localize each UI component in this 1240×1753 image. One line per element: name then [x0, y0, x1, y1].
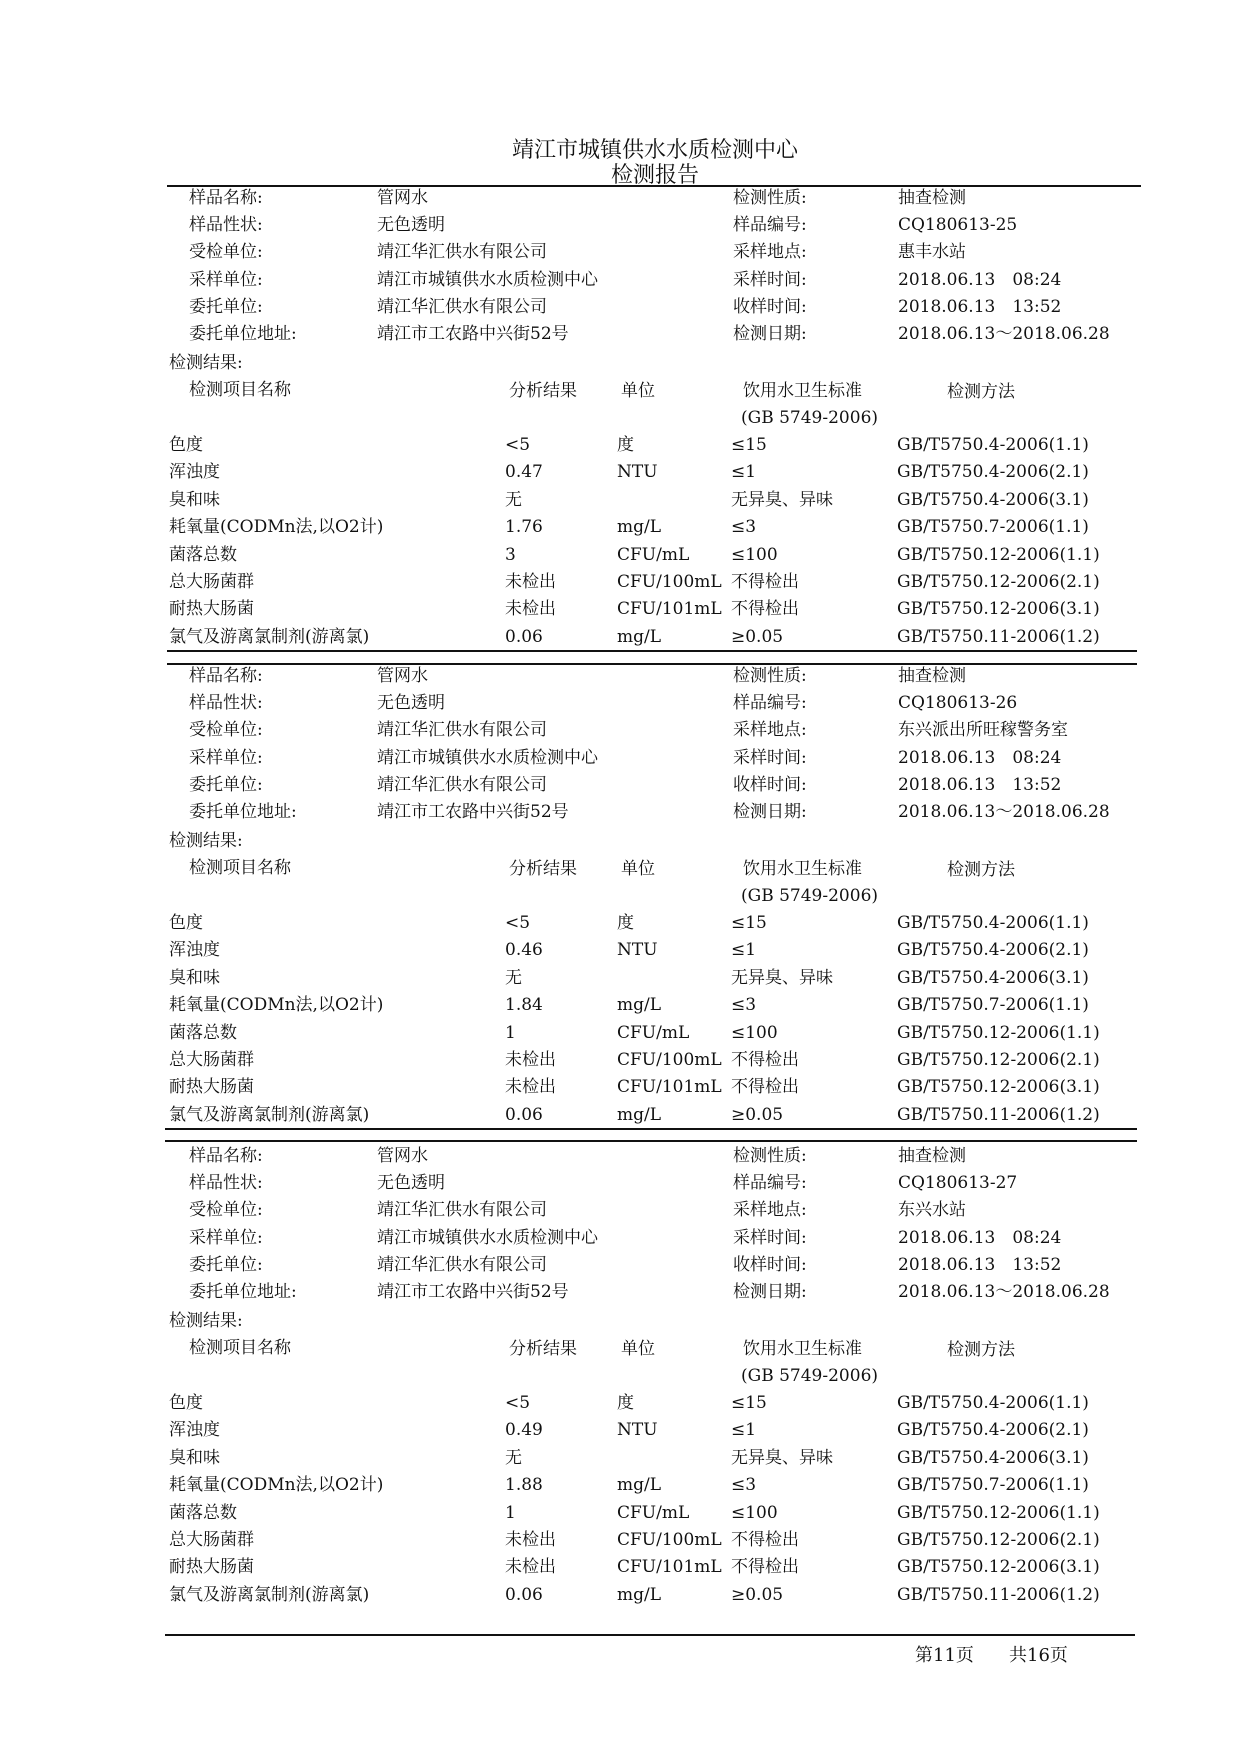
row-standard: ≤15 — [731, 435, 767, 455]
header-method: 检测方法 — [947, 1340, 1015, 1360]
row-result: 0.06 — [505, 627, 543, 647]
info-label-right: 采样时间: — [733, 1228, 807, 1248]
info-value-right: 2018.06.13 08:24 — [898, 1228, 1062, 1248]
row-item: 耗氧量(CODMn法,以O2计) — [169, 517, 384, 537]
info-value-left: 靖江市城镇供水水质检测中心 — [377, 748, 598, 768]
results-label: 检测结果: — [169, 831, 243, 851]
info-value-left: 靖江市城镇供水水质检测中心 — [377, 270, 598, 290]
row-result: 0.06 — [505, 1585, 543, 1605]
info-value-right: 抽查检测 — [898, 1146, 966, 1166]
info-label-left: 委托单位: — [189, 1255, 263, 1275]
row-result: 无 — [505, 968, 522, 988]
results-label: 检测结果: — [169, 1311, 243, 1331]
section-1-rule-a — [167, 650, 1137, 652]
row-method: GB/T5750.12-2006(2.1) — [897, 1530, 1100, 1550]
row-method: GB/T5750.12-2006(3.1) — [897, 1557, 1100, 1577]
row-standard: 不得检出 — [731, 572, 799, 592]
row-unit: 度 — [617, 913, 634, 933]
row-result: 未检出 — [505, 1557, 556, 1577]
row-method: GB/T5750.7-2006(1.1) — [897, 1475, 1089, 1495]
section-1-rule-b — [167, 663, 1137, 665]
row-unit: mg/L — [617, 627, 662, 647]
info-label-right: 收样时间: — [733, 775, 807, 795]
row-standard: 不得检出 — [731, 1077, 799, 1097]
row-unit: CFU/mL — [617, 545, 690, 565]
info-label-right: 采样时间: — [733, 270, 807, 290]
info-label-right: 采样地点: — [733, 720, 807, 740]
row-method: GB/T5750.4-2006(3.1) — [897, 968, 1089, 988]
info-label-left: 委托单位: — [189, 775, 263, 795]
row-unit: 度 — [617, 1393, 634, 1413]
row-result: <5 — [505, 435, 531, 455]
info-label-right: 采样地点: — [733, 1200, 807, 1220]
row-standard: ≥0.05 — [731, 1105, 784, 1125]
section-2-rule-a — [165, 1128, 1137, 1130]
info-value-right: 2018.06.13 08:24 — [898, 748, 1062, 768]
section-2-rule-b — [165, 1140, 1137, 1142]
row-method: GB/T5750.12-2006(3.1) — [897, 1077, 1100, 1097]
info-value-right: CQ180613-25 — [898, 215, 1018, 235]
info-value-left: 靖江华汇供水有限公司 — [377, 242, 547, 262]
info-value-right: 2018.06.13 08:24 — [898, 270, 1062, 290]
info-value-right: 2018.06.13 13:52 — [898, 775, 1062, 795]
row-method: GB/T5750.4-2006(1.1) — [897, 435, 1089, 455]
info-label-right: 检测性质: — [733, 1146, 807, 1166]
row-result: 1 — [505, 1503, 516, 1523]
row-result: 0.49 — [505, 1420, 543, 1440]
header-standard-code: (GB 5749-2006) — [741, 1366, 879, 1386]
header-method: 检测方法 — [947, 860, 1015, 880]
row-item: 菌落总数 — [169, 1023, 237, 1043]
row-item: 总大肠菌群 — [169, 572, 254, 592]
info-value-left: 管网水 — [377, 1146, 428, 1166]
row-item: 氯气及游离氯制剂(游离氯) — [169, 627, 370, 647]
row-method: GB/T5750.12-2006(1.1) — [897, 1023, 1100, 1043]
row-standard: 不得检出 — [731, 1530, 799, 1550]
row-standard: 无异臭、异味 — [731, 968, 833, 988]
row-method: GB/T5750.4-2006(2.1) — [897, 1420, 1089, 1440]
row-item: 色度 — [169, 1393, 203, 1413]
info-label-right: 检测性质: — [733, 666, 807, 686]
header-result: 分析结果 — [509, 859, 577, 879]
row-standard: 不得检出 — [731, 1050, 799, 1070]
row-method: GB/T5750.7-2006(1.1) — [897, 517, 1089, 537]
row-method: GB/T5750.12-2006(2.1) — [897, 1050, 1100, 1070]
row-result: <5 — [505, 1393, 531, 1413]
info-value-right: 2018.06.13～2018.06.28 — [898, 324, 1110, 344]
report-title: 检测报告 — [610, 163, 699, 188]
row-unit: CFU/100mL — [617, 1050, 722, 1070]
row-standard: ≤3 — [731, 1475, 757, 1495]
row-method: GB/T5750.12-2006(1.1) — [897, 1503, 1100, 1523]
row-result: 1.76 — [505, 517, 543, 537]
row-method: GB/T5750.11-2006(1.2) — [897, 1105, 1100, 1125]
row-unit: CFU/101mL — [617, 1557, 722, 1577]
info-label-left: 样品性状: — [189, 215, 263, 235]
results-label: 检测结果: — [169, 353, 243, 373]
info-label-right: 样品编号: — [733, 693, 807, 713]
info-label-left: 样品性状: — [189, 1173, 263, 1193]
row-unit: mg/L — [617, 1585, 662, 1605]
row-method: GB/T5750.4-2006(2.1) — [897, 940, 1089, 960]
info-label-right: 收样时间: — [733, 297, 807, 317]
row-item: 臭和味 — [169, 1448, 220, 1468]
header-standard: 饮用水卫生标准 — [743, 381, 862, 401]
row-item: 色度 — [169, 435, 203, 455]
row-result: 3 — [505, 545, 516, 565]
info-label-left: 受检单位: — [189, 720, 263, 740]
header-item: 检测项目名称 — [189, 380, 291, 400]
header-result: 分析结果 — [509, 1339, 577, 1359]
info-value-right: 2018.06.13 13:52 — [898, 297, 1062, 317]
row-result: 未检出 — [505, 1530, 556, 1550]
row-result: 无 — [505, 490, 522, 510]
info-value-left: 无色透明 — [377, 693, 445, 713]
row-standard: ≤1 — [731, 940, 757, 960]
row-item: 菌落总数 — [169, 545, 237, 565]
info-label-right: 检测日期: — [733, 802, 807, 822]
row-method: GB/T5750.12-2006(1.1) — [897, 545, 1100, 565]
info-value-left: 靖江华汇供水有限公司 — [377, 775, 547, 795]
info-value-right: 抽查检测 — [898, 188, 966, 208]
row-standard: ≤100 — [731, 1503, 778, 1523]
row-method: GB/T5750.4-2006(1.1) — [897, 913, 1089, 933]
row-item: 耗氧量(CODMn法,以O2计) — [169, 1475, 384, 1495]
row-unit: NTU — [617, 462, 658, 482]
page-number: 第11页 — [915, 1645, 974, 1666]
row-item: 耗氧量(CODMn法,以O2计) — [169, 995, 384, 1015]
row-item: 浑浊度 — [169, 462, 220, 482]
info-label-right: 样品编号: — [733, 215, 807, 235]
info-label-left: 样品名称: — [189, 188, 263, 208]
row-result: 0.47 — [505, 462, 543, 482]
row-method: GB/T5750.11-2006(1.2) — [897, 1585, 1100, 1605]
row-standard: ≤3 — [731, 517, 757, 537]
info-value-left: 靖江市工农路中兴街52号 — [377, 324, 569, 344]
info-value-left: 无色透明 — [377, 1173, 445, 1193]
header-method: 检测方法 — [947, 382, 1015, 402]
header-unit: 单位 — [621, 1339, 655, 1359]
info-value-left: 无色透明 — [377, 215, 445, 235]
header-standard: 饮用水卫生标准 — [743, 859, 862, 879]
info-label-right: 采样地点: — [733, 242, 807, 262]
row-standard: ≤1 — [731, 1420, 757, 1440]
row-item: 色度 — [169, 913, 203, 933]
info-value-left: 靖江华汇供水有限公司 — [377, 720, 547, 740]
row-unit: CFU/mL — [617, 1023, 690, 1043]
row-item: 耐热大肠菌 — [169, 599, 254, 619]
info-value-left: 靖江华汇供水有限公司 — [377, 297, 547, 317]
row-standard: ≥0.05 — [731, 627, 784, 647]
top-rule — [167, 185, 1141, 187]
row-method: GB/T5750.4-2006(2.1) — [897, 462, 1089, 482]
row-standard: 不得检出 — [731, 1557, 799, 1577]
row-standard: 无异臭、异味 — [731, 490, 833, 510]
info-label-right: 检测日期: — [733, 1282, 807, 1302]
header-unit: 单位 — [621, 381, 655, 401]
row-item: 菌落总数 — [169, 1503, 237, 1523]
header-standard-code: (GB 5749-2006) — [741, 408, 879, 428]
info-value-left: 靖江华汇供水有限公司 — [377, 1200, 547, 1220]
info-value-left: 管网水 — [377, 666, 428, 686]
row-unit: NTU — [617, 940, 658, 960]
page-total: 共16页 — [1009, 1645, 1068, 1666]
row-result: 0.06 — [505, 1105, 543, 1125]
info-value-right: 2018.06.13～2018.06.28 — [898, 802, 1110, 822]
row-unit: mg/L — [617, 517, 662, 537]
info-label-left: 受检单位: — [189, 1200, 263, 1220]
info-label-left: 样品性状: — [189, 693, 263, 713]
row-standard: 无异臭、异味 — [731, 1448, 833, 1468]
row-method: GB/T5750.11-2006(1.2) — [897, 627, 1100, 647]
row-unit: NTU — [617, 1420, 658, 1440]
info-value-right: 抽查检测 — [898, 666, 966, 686]
row-result: 未检出 — [505, 599, 556, 619]
row-standard: ≤100 — [731, 1023, 778, 1043]
info-label-left: 采样单位: — [189, 270, 263, 290]
row-result: 1.84 — [505, 995, 543, 1015]
row-standard: 不得检出 — [731, 599, 799, 619]
info-label-left: 委托单位地址: — [189, 324, 297, 344]
row-standard: ≤3 — [731, 995, 757, 1015]
info-label-right: 收样时间: — [733, 1255, 807, 1275]
row-unit: mg/L — [617, 1475, 662, 1495]
row-unit: CFU/mL — [617, 1503, 690, 1523]
header-result: 分析结果 — [509, 381, 577, 401]
info-label-left: 委托单位: — [189, 297, 263, 317]
info-label-left: 样品名称: — [189, 1146, 263, 1166]
bottom-rule — [165, 1634, 1135, 1636]
row-standard: ≤100 — [731, 545, 778, 565]
info-value-left: 靖江市工农路中兴街52号 — [377, 1282, 569, 1302]
info-label-left: 样品名称: — [189, 666, 263, 686]
info-value-right: 东兴派出所旺稼警务室 — [898, 720, 1068, 740]
info-label-right: 采样时间: — [733, 748, 807, 768]
header-standard: 饮用水卫生标准 — [743, 1339, 862, 1359]
row-unit: mg/L — [617, 1105, 662, 1125]
row-item: 总大肠菌群 — [169, 1050, 254, 1070]
row-unit: CFU/101mL — [617, 1077, 722, 1097]
row-result: 未检出 — [505, 1077, 556, 1097]
row-item: 总大肠菌群 — [169, 1530, 254, 1550]
info-value-left: 靖江华汇供水有限公司 — [377, 1255, 547, 1275]
row-unit: CFU/100mL — [617, 1530, 722, 1550]
info-label-right: 检测日期: — [733, 324, 807, 344]
row-item: 浑浊度 — [169, 940, 220, 960]
info-value-right: CQ180613-27 — [898, 1173, 1018, 1193]
row-standard: ≥0.05 — [731, 1585, 784, 1605]
row-result: 未检出 — [505, 572, 556, 592]
header-item: 检测项目名称 — [189, 858, 291, 878]
row-result: 未检出 — [505, 1050, 556, 1070]
info-value-left: 管网水 — [377, 188, 428, 208]
row-unit: CFU/101mL — [617, 599, 722, 619]
info-value-right: 惠丰水站 — [898, 242, 966, 262]
info-label-left: 采样单位: — [189, 748, 263, 768]
report-org-title: 靖江市城镇供水水质检测中心 — [511, 138, 798, 163]
info-value-left: 靖江市城镇供水水质检测中心 — [377, 1228, 598, 1248]
info-value-left: 靖江市工农路中兴街52号 — [377, 802, 569, 822]
row-standard: ≤15 — [731, 1393, 767, 1413]
info-value-right: 2018.06.13 13:52 — [898, 1255, 1062, 1275]
row-result: 1.88 — [505, 1475, 543, 1495]
row-result: 无 — [505, 1448, 522, 1468]
row-item: 臭和味 — [169, 968, 220, 988]
row-item: 耐热大肠菌 — [169, 1557, 254, 1577]
row-unit: mg/L — [617, 995, 662, 1015]
header-standard-code: (GB 5749-2006) — [741, 886, 879, 906]
row-item: 耐热大肠菌 — [169, 1077, 254, 1097]
row-method: GB/T5750.4-2006(1.1) — [897, 1393, 1089, 1413]
row-item: 氯气及游离氯制剂(游离氯) — [169, 1585, 370, 1605]
header-unit: 单位 — [621, 859, 655, 879]
row-item: 浑浊度 — [169, 1420, 220, 1440]
info-label-left: 采样单位: — [189, 1228, 263, 1248]
row-method: GB/T5750.12-2006(3.1) — [897, 599, 1100, 619]
row-item: 氯气及游离氯制剂(游离氯) — [169, 1105, 370, 1125]
info-label-left: 委托单位地址: — [189, 802, 297, 822]
info-label-left: 受检单位: — [189, 242, 263, 262]
row-item: 臭和味 — [169, 490, 220, 510]
row-standard: ≤1 — [731, 462, 757, 482]
row-method: GB/T5750.4-2006(3.1) — [897, 490, 1089, 510]
row-method: GB/T5750.4-2006(3.1) — [897, 1448, 1089, 1468]
row-standard: ≤15 — [731, 913, 767, 933]
info-value-right: CQ180613-26 — [898, 693, 1018, 713]
row-method: GB/T5750.12-2006(2.1) — [897, 572, 1100, 592]
row-result: <5 — [505, 913, 531, 933]
info-label-right: 检测性质: — [733, 188, 807, 208]
row-unit: 度 — [617, 435, 634, 455]
info-value-right: 2018.06.13～2018.06.28 — [898, 1282, 1110, 1302]
info-label-right: 样品编号: — [733, 1173, 807, 1193]
info-label-left: 委托单位地址: — [189, 1282, 297, 1302]
row-result: 0.46 — [505, 940, 543, 960]
row-method: GB/T5750.7-2006(1.1) — [897, 995, 1089, 1015]
row-unit: CFU/100mL — [617, 572, 722, 592]
info-value-right: 东兴水站 — [898, 1200, 966, 1220]
row-result: 1 — [505, 1023, 516, 1043]
header-item: 检测项目名称 — [189, 1338, 291, 1358]
